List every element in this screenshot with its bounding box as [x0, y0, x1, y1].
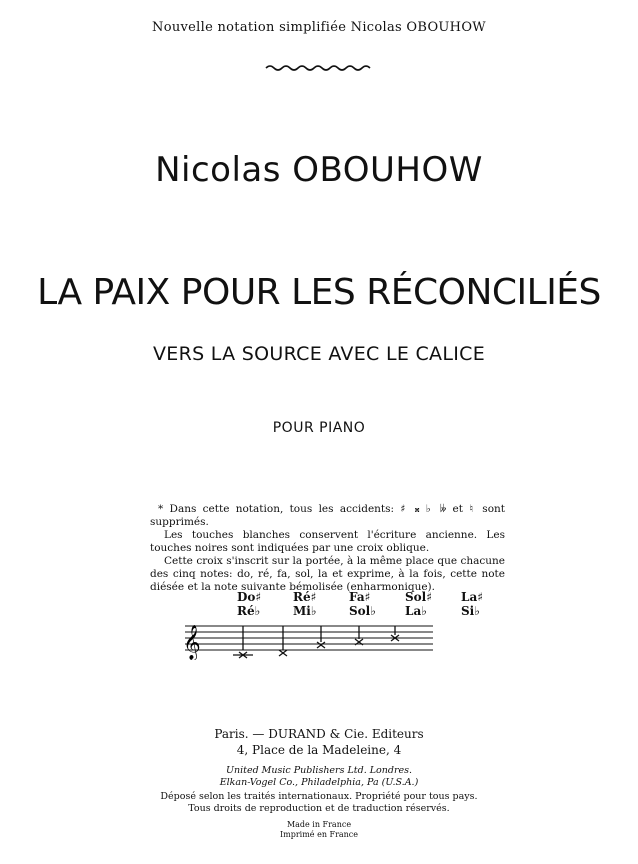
notation-header: Nouvelle notation simplifiée Nicolas OBOUHOW [152, 20, 486, 35]
imprint-philadelphia: Elkan-Vogel Co., Philadelphia, Pa (U.S.A.) [219, 777, 419, 788]
imprint-london: United Music Publishers Ltd. Londres. [225, 765, 413, 776]
sharp-names-row [237, 590, 509, 604]
work-title: LA PAIX POUR LES RÉCONCILIÉS [37, 272, 601, 313]
publisher-address: 4, Place de la Madeleine, 4 [236, 743, 402, 757]
composer-name: Nicolas OBOUHOW [155, 150, 483, 190]
wavy-line-icon [264, 63, 374, 73]
note-name-flat: Si♭ [461, 604, 480, 618]
notation-notes [150, 503, 505, 594]
made-in-label: Made in France [286, 820, 352, 829]
oblique-cross-notes [233, 626, 399, 658]
note-name-sharp: La♯ [461, 590, 484, 604]
work-subtitle: VERS LA SOURCE AVEC LE CALICE [153, 343, 485, 365]
music-staff [175, 622, 435, 660]
note-name-sharp: Fa♯ [349, 590, 371, 604]
note-name-sharp: Ré♯ [293, 590, 317, 604]
notes-paragraph-3: Cette croix s'inscrit sur la portée, à la même place que chacune des cinq notes: do, ré, fa, sol, la et exprime, à la fois, cette note diésée et la note suivante bémolisée (enharmonique). [150, 555, 505, 593]
notation-example [175, 590, 484, 660]
rights-line-2: Tous droits de reproduction et de traduction réservés. [188, 803, 450, 814]
note-name-sharp: Do♯ [237, 590, 262, 604]
notes-paragraph-2: Les touches blanches conservent l'écriture ancienne. Les touches noires sont indiquées par une croix oblique. [150, 529, 505, 554]
treble-clef-icon: 𝄞 [183, 625, 201, 660]
publisher-line: Paris. — DURAND & Cie. Editeurs [214, 727, 424, 741]
ornament-divider [0, 58, 638, 77]
note-name-flat: La♭ [405, 604, 427, 618]
rights-line-1: Déposé selon les traités internationaux. Propriété pour tous pays. [160, 791, 478, 802]
notes-paragraph-1: * Dans cette notation, tous les accidents: ♯ 𝄪 ♭ 𝄫 et ♮ sont supprimés. [150, 503, 505, 528]
instrument-label: POUR PIANO [272, 420, 366, 436]
note-name-flat: Ré♭ [237, 604, 261, 618]
note-name-sharp: Sol♯ [405, 590, 433, 604]
note-name-flat: Mi♭ [293, 604, 317, 618]
flat-names-row [237, 604, 509, 618]
printed-in-label: Imprimé en France [279, 830, 359, 839]
note-name-flat: Sol♭ [349, 604, 376, 618]
